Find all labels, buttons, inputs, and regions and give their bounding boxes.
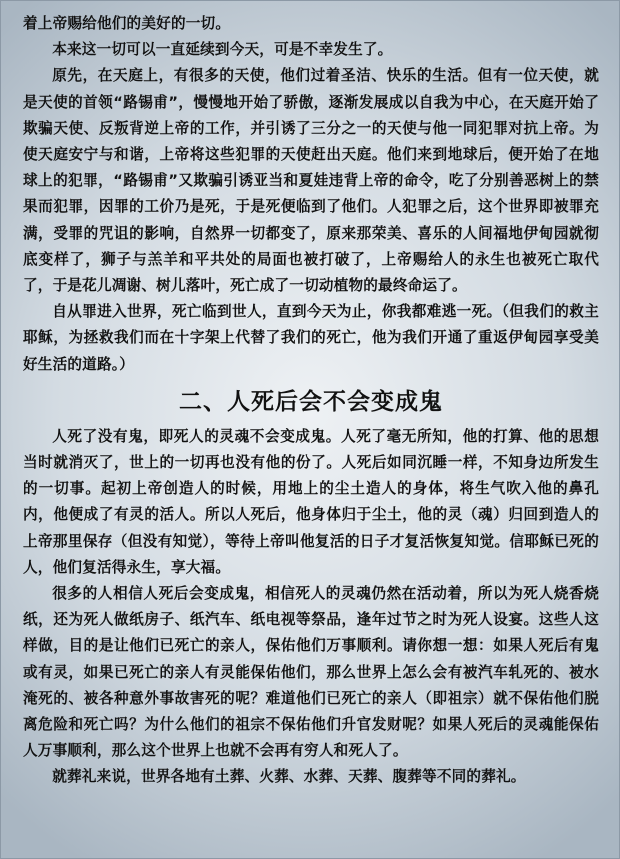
section-heading: 二、人死后会不会变成鬼 — [179, 387, 443, 415]
paragraph-3: 原先，在天庭上，有很多的天使，他们过着圣洁、快乐的生活。但有一位天使，就是天使的首领“路锡甫”，慢慢地开始了骄傲，逐渐发展成以自我为中心，在天庭开始了欺骗天使、反叛背逆上帝的工作，并引诱了三分之一的天使与他一同犯罪对抗上帝。为使天庭安宁与和谐，上帝将这些犯罪的天使赶出天庭。他们来到地球后，便开始了在地球上的犯罪，“路锡甫”又欺骗引诱亚当和夏娃违背上帝的命令，吃了分别善恶树上的禁果而犯罪，因罪的工价乃是死，于是死便临到了他们。人犯罪之后，这个世界即被罪充满，受罪的咒诅的影响，自然界一切都变了，原来那荣美、喜乐的人间福地伊甸园就彻底变样了，狮子与羔羊和平共处的局面也被打破了，上帝赐给人的永生也被死亡取代了，于是花儿凋谢、树儿落叶，死亡成了一切动植物的最终命运了。 — [23, 67, 599, 295]
paragraph-4: 自从罪进入世界，死亡临到世人，直到今天为止，你我都难逃一死。（但我们的救主耶稣，为拯救我们而在十字架上代替了我们的死亡，他为我们开通了重返伊甸园享受美好生活的道路。） — [23, 303, 599, 373]
paragraph-6: 很多的人相信人死后会变成鬼，相信死人的灵魂仍然在活动着，所以为死人烧香烧纸，还为死人做纸房子、纸汽车、纸电视等祭品，逢年过节之时为死人设宴。这些人这样做，目的是让他们已死亡的亲人，保佑他们万事顺利。请你想一想：如果人死后有鬼或有灵，如果已死亡的亲人有灵能保佑他们，那么世界上怎么会有被汽车轧死的、被水淹死的、被各种意外事故害死的呢？难道他们已死亡的亲人（即祖宗）就不保佑他们脱离危险和死亡吗？为什么他们的祖宗不保佑他们升官发财呢？如果人死后的灵魂能保佑人万事顺利，那么这个世界上也就不会再有穷人和死人了。 — [23, 585, 599, 760]
paragraph-5: 人死了没有鬼，即死人的灵魂不会变成鬼。人死了毫无所知，他的打算、他的思想当时就消灭了，世上的一切再也没有他的份了。人死后如同沉睡一样，不知身边所发生的一切事。起初上帝创造人的时候，用地上的尘土造人的身体，将生气吹入他的鼻孔内，他便成了有灵的活人。所以人死后，他身体归于尘土，他的灵（魂）归回到造人的上帝那里保存（但没有知觉），等待上帝叫他复活的日子才复活恢复知觉。信耶稣已死的人，他们复活得永生，享大福。 — [23, 427, 599, 576]
document-body — [23, 11, 599, 791]
paragraph-1: 着上帝赐给他们的美好的一切。 — [23, 15, 231, 32]
paragraph-2: 本来这一切可以一直延续到今天，可是不幸发生了。 — [52, 41, 393, 59]
paragraph-7: 就葬礼来说，世界各地有土葬、火葬、水葬、天葬、腹葬等不同的葬礼。 — [52, 768, 526, 786]
